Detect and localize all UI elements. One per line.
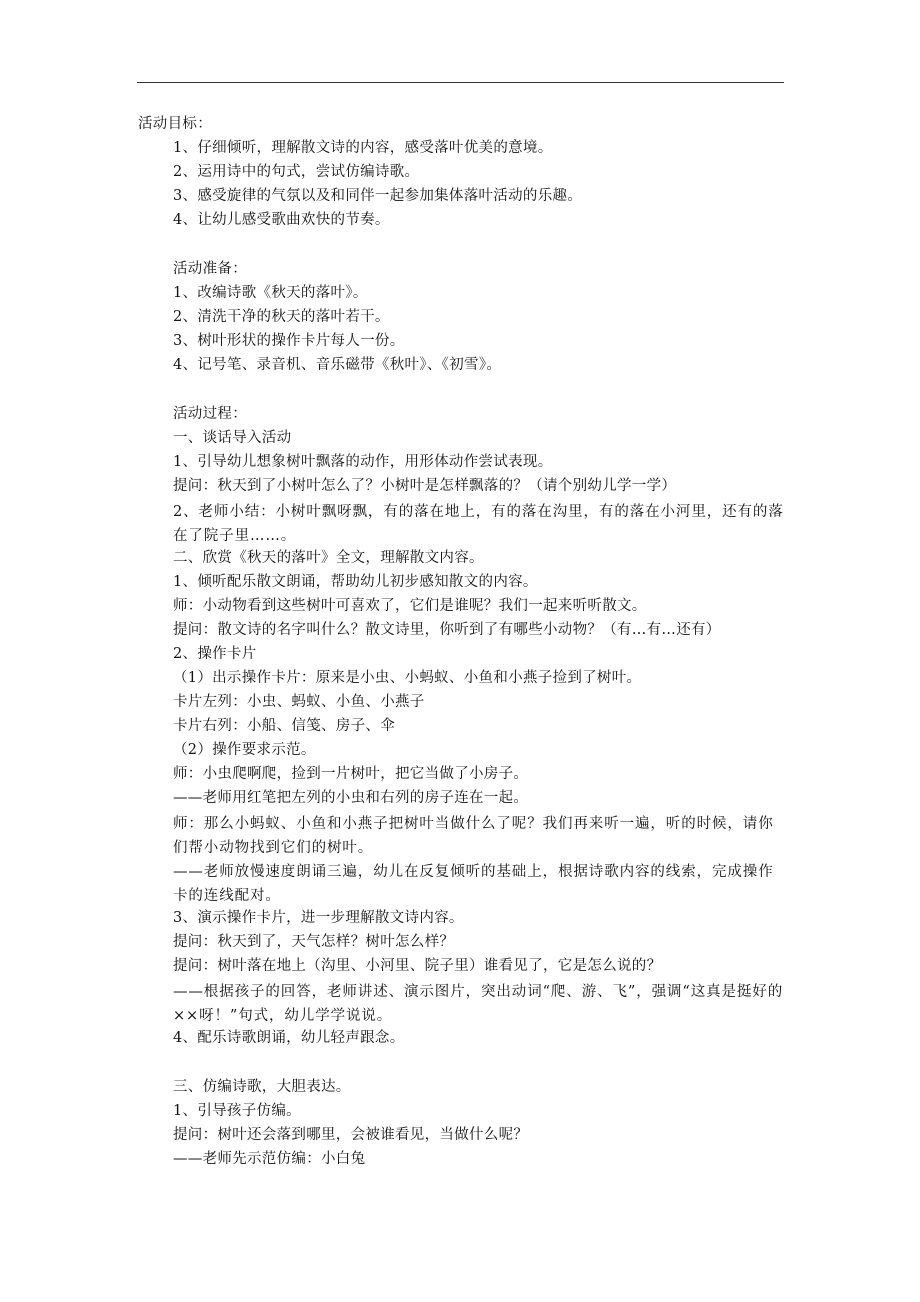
goal-item: 4、让幼儿感受歌曲欢快的节奏。 bbox=[173, 212, 390, 228]
process-line: 2、操作卡片 bbox=[173, 646, 257, 662]
process-line: ——老师用红笔把左列的小虫和右列的房子连在一起。 bbox=[173, 790, 529, 806]
process-line: 师：小虫爬啊爬，捡到一片树叶，把它当做了小房子。 bbox=[173, 766, 529, 782]
goal-item: 3、感受旋律的气氛以及和同伴一起参加集体落叶活动的乐趣。 bbox=[173, 188, 583, 204]
process-subheading: 一、谈话导入活动 bbox=[173, 430, 292, 446]
goal-item: 2、运用诗中的句式，尝试仿编诗歌。 bbox=[173, 164, 420, 180]
process-subheading: 三、仿编诗歌，大胆表达。 bbox=[173, 1079, 351, 1095]
process-line: 提问：散文诗的名字叫什么？散文诗里，你听到了有哪些小动物？（有…有…还有） bbox=[173, 622, 721, 638]
process-line: 提问：树叶还会落到哪里，会被谁看见，当做什么呢？ bbox=[173, 1127, 529, 1143]
process-line: 卡片右列：小船、信笺、房子、伞 bbox=[173, 718, 395, 734]
process-line: ——老师先示范仿编：小白兔 bbox=[173, 1151, 366, 1167]
process-line: 提问：秋天到了小树叶怎么了？小树叶是怎样飘落的？（请个别幼儿学一学） bbox=[173, 478, 677, 494]
process-line: 提问：树叶落在地上（沟里、小河里、院子里）谁看见了，它是怎么说的？ bbox=[173, 958, 662, 974]
process-paragraph: 2、老师小结：小树叶飘呀飘，有的落在地上，有的落在沟里，有的落在小河里，还有的落在了院子里……。 bbox=[173, 504, 784, 544]
preparation-item: 3、树叶形状的操作卡片每人一份。 bbox=[173, 333, 405, 349]
process-line: 1、引导幼儿想象树叶飘落的动作，用形体动作尝试表现。 bbox=[173, 454, 553, 470]
preparation-item: 4、记号笔、录音机、音乐磁带《秋叶》、《初雪》。 bbox=[173, 357, 502, 373]
process-line: 3、演示操作卡片，进一步理解散文诗内容。 bbox=[173, 910, 464, 926]
process-line: 1、倾听配乐散文朗诵，帮助幼儿初步感知散文的内容。 bbox=[173, 574, 538, 590]
process-paragraph: 师：那么小蚂蚁、小鱼和小燕子把树叶当做什么了呢？我们再来听一遍，听的时候，请你们帮小动物找到它们的树叶。 bbox=[173, 816, 774, 856]
goal-item: 1、仔细倾听，理解散文诗的内容，感受落叶优美的意境。 bbox=[173, 140, 553, 156]
process-line: 师：小动物看到这些树叶可喜欢了，它们是谁呢？我们一起来听听散文。 bbox=[173, 598, 647, 614]
process-paragraph: ——老师放慢速度朗诵三遍，幼儿在反复倾听的基础上，根据诗歌内容的线索，完成操作卡的连线配对。 bbox=[173, 864, 774, 904]
section-heading-preparation: 活动准备： bbox=[173, 261, 247, 277]
process-line: 1、引导孩子仿编。 bbox=[173, 1103, 301, 1119]
process-line: （1）出示操作卡片：原来是小虫、小蚂蚁、小鱼和小燕子捡到了树叶。 bbox=[173, 670, 642, 686]
process-line: 4、配乐诗歌朗诵，幼儿轻声跟念。 bbox=[173, 1030, 405, 1046]
process-line: 提问：秋天到了，天气怎样？树叶怎么样？ bbox=[173, 934, 455, 950]
section-heading-goals: 活动目标： bbox=[138, 116, 212, 132]
process-paragraph: ——根据孩子的回答，老师讲述、演示图片，突出动词“爬、游、飞”，强调“这真是挺好的××呀！”句式，幼儿学学说说。 bbox=[173, 984, 784, 1024]
preparation-item: 1、改编诗歌《秋天的落叶》。 bbox=[173, 285, 368, 301]
process-line: （2）操作要求示范。 bbox=[173, 742, 316, 758]
preparation-item: 2、清洗干净的秋天的落叶若干。 bbox=[173, 309, 390, 325]
process-line: 卡片左列：小虫、蚂蚁、小鱼、小燕子 bbox=[173, 694, 425, 710]
section-heading-process: 活动过程： bbox=[173, 406, 247, 422]
header-rule bbox=[137, 82, 784, 83]
process-subheading: 二、欣赏《秋天的落叶》全文，理解散文内容。 bbox=[173, 550, 484, 566]
